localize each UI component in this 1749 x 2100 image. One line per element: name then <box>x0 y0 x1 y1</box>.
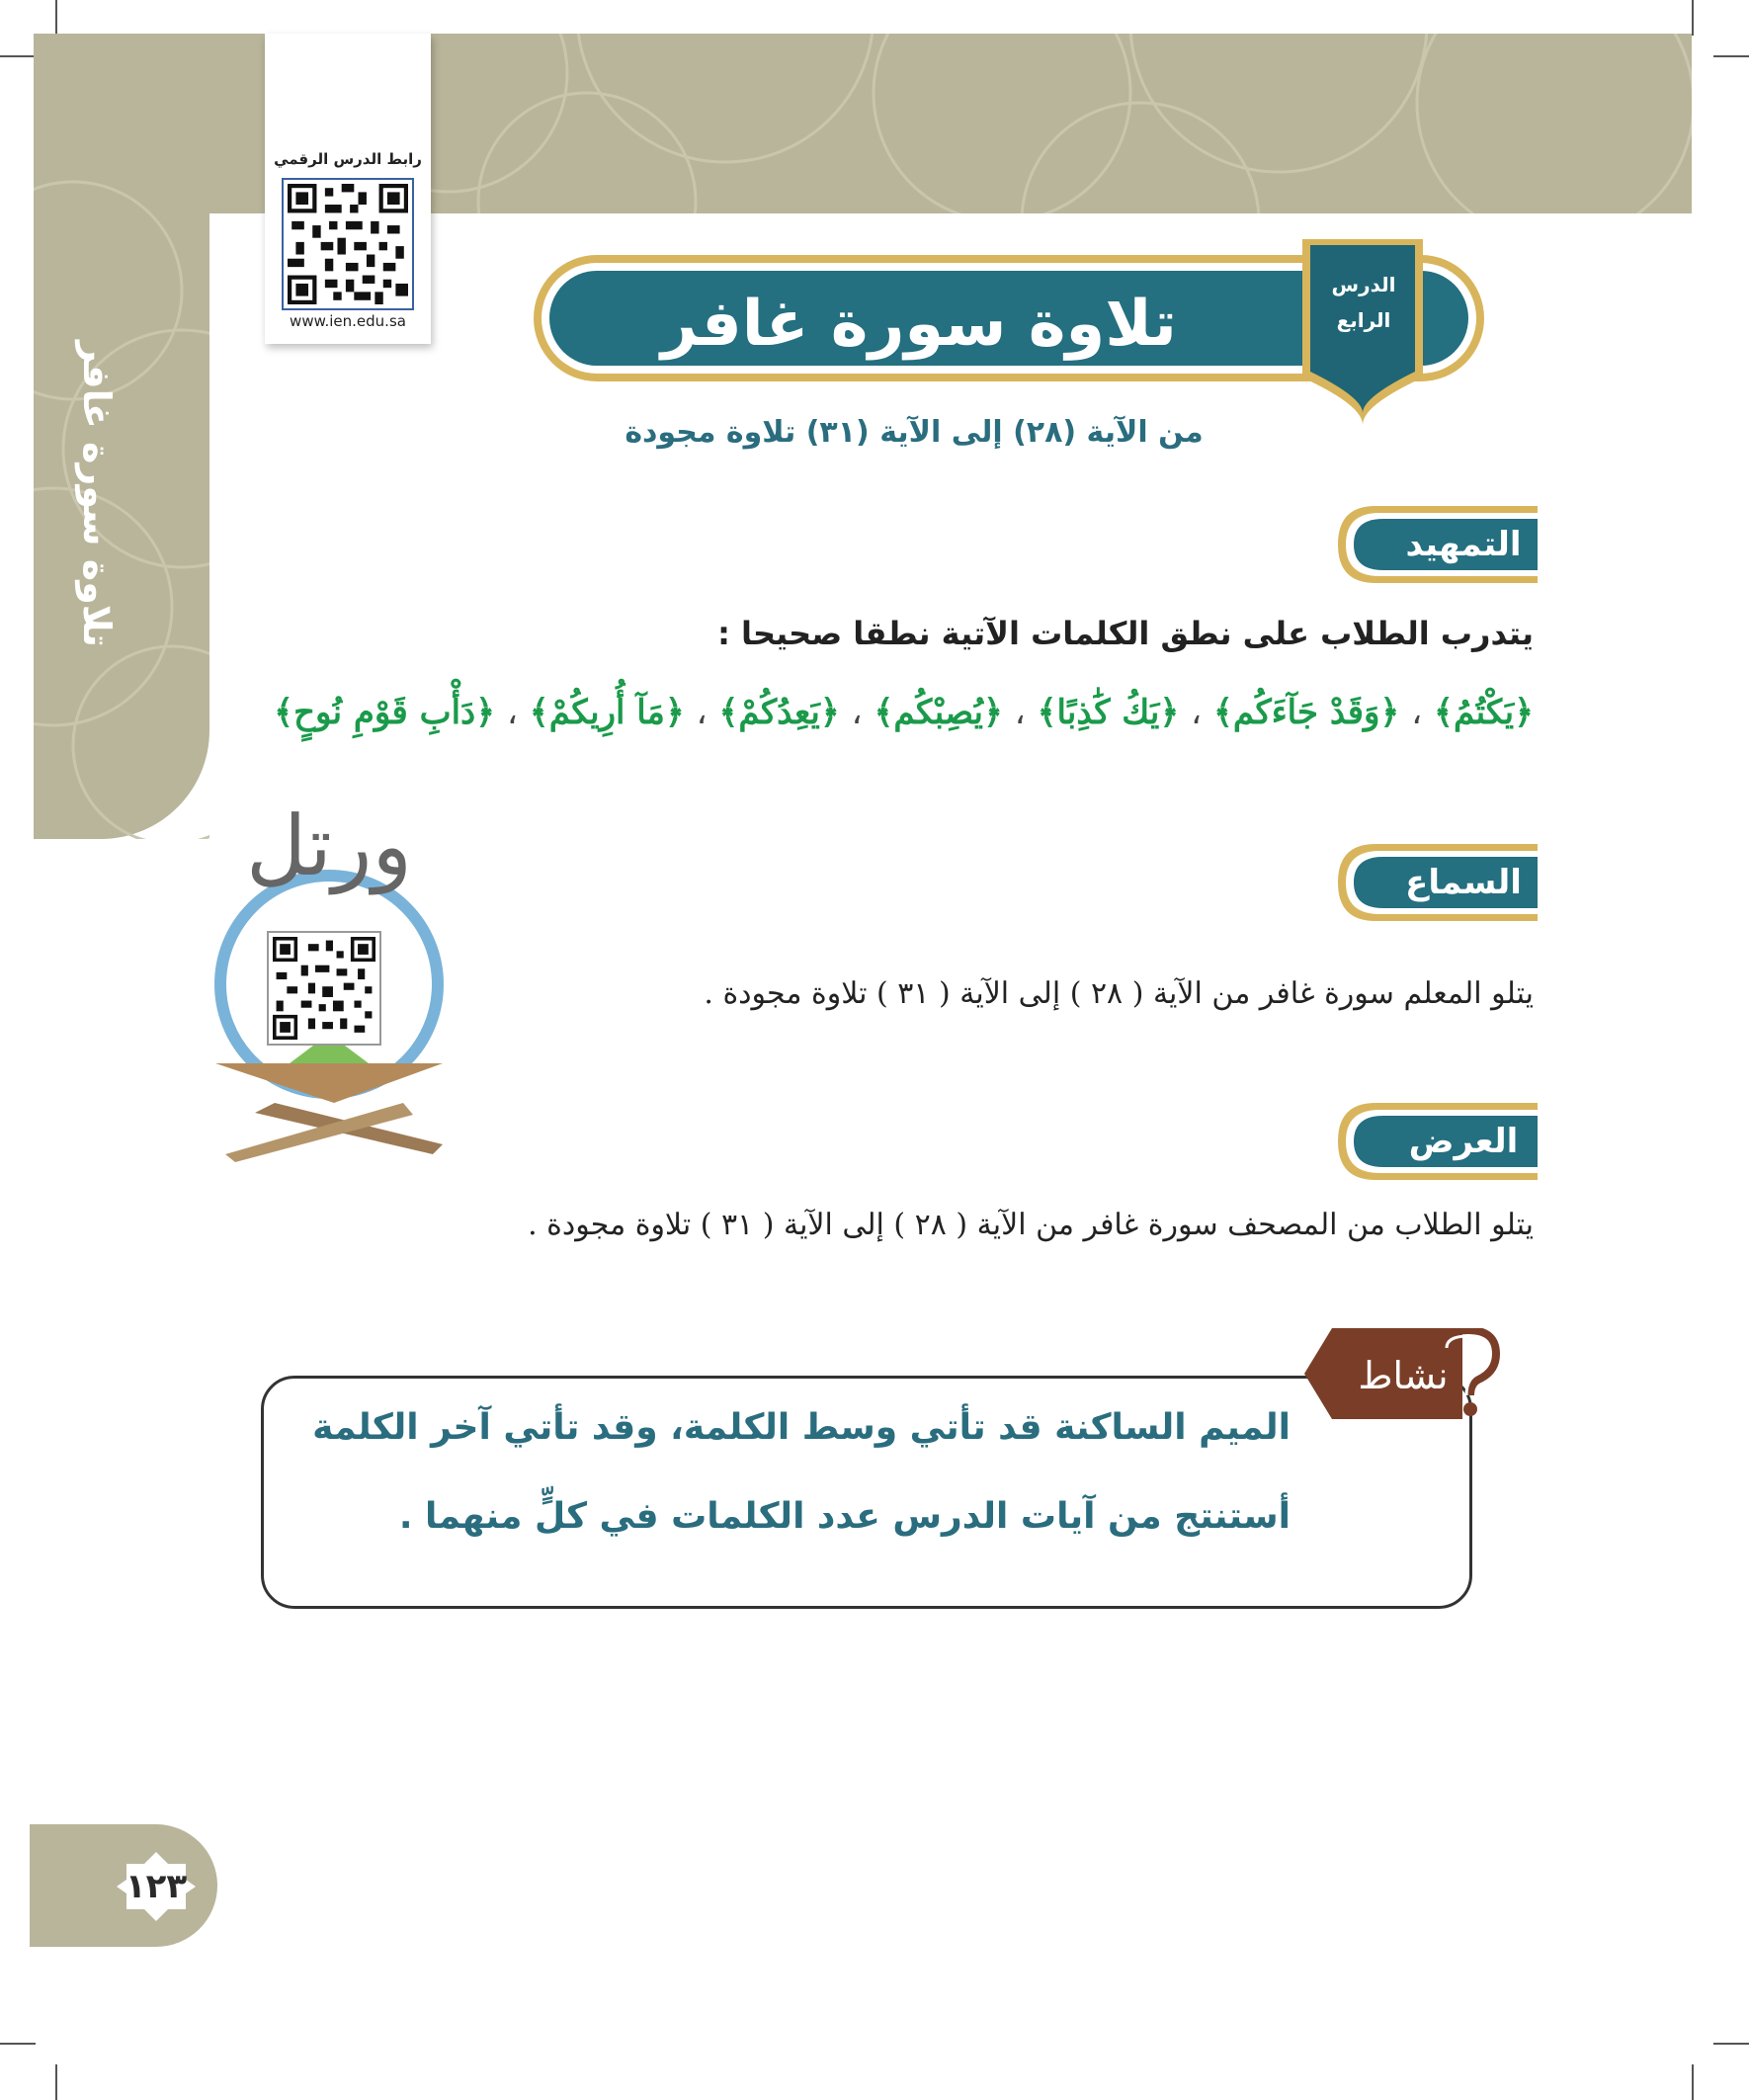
lesson-tag <box>1319 267 1408 338</box>
crop-mark <box>1713 2043 1749 2045</box>
practice-word: ﴿مَآ أُرِيكُمْ﴾ <box>529 693 685 732</box>
word-separator: ، <box>1014 693 1026 732</box>
word-separator: ، <box>1191 693 1203 732</box>
section-label-presentation: العرض <box>1408 1122 1519 1161</box>
practice-word: ﴿يَكْتُمُ﴾ <box>1434 693 1534 732</box>
lesson-subtitle: من الآية (٢٨) إلى الآية (٣١) تلاوة مجودة <box>625 415 1204 450</box>
practice-word: ﴿يَعِدُكُمْ﴾ <box>718 693 840 732</box>
lesson-tag-line1: الدرس <box>1331 273 1396 296</box>
rattil-logo[interactable] <box>196 787 462 1162</box>
side-title: تلاوة سورة غافر <box>75 341 119 647</box>
activity-label: نشاط <box>1358 1354 1449 1397</box>
section-label-listening: السماع <box>1405 863 1522 902</box>
qr-url: www.ien.edu.sa <box>290 312 406 330</box>
activity-line-1: الميم الساكنة قد تأتي وسط الكلمة، وقد تأتي آخر الكلمة <box>312 1407 1291 1448</box>
rattil-logo-text: ورتل <box>245 798 413 894</box>
crop-mark <box>1692 2064 1694 2100</box>
lesson-title: تلاوة سورة غافر <box>661 288 1177 361</box>
crop-mark <box>55 2064 57 2100</box>
activity-line-2: أستنتج من آيات الدرس عدد الكلمات في كلٍّ منهما . <box>398 1496 1291 1537</box>
rattil-qr-code <box>267 931 381 1046</box>
lesson-title-banner <box>0 0 1749 455</box>
qr-code-icon <box>273 937 375 1040</box>
word-separator: ، <box>851 693 863 732</box>
lesson-tag-line2: الرابع <box>1336 308 1391 332</box>
listening-text: يتلو المعلم سورة غافر من الآية ( ٢٨ ) إلى الآية ( ٣١ ) تلاوة مجودة . <box>704 976 1534 1011</box>
intro-text: يتدرب الطلاب على نطق الكلمات الآتية نطقا صحيحا : <box>717 615 1534 652</box>
practice-word: ﴿دَأْبِ قَوْمِ نُوحٍ﴾ <box>274 693 496 732</box>
word-separator: ، <box>696 693 708 732</box>
page-number: ١٢٣ <box>125 1867 188 1906</box>
qr-label: رابط الدرس الرقمي <box>274 150 422 168</box>
word-separator: ، <box>506 693 518 732</box>
practice-word: ﴿يُصِبْكُم﴾ <box>874 693 1003 732</box>
word-separator: ، <box>1411 693 1423 732</box>
practice-words <box>209 692 1534 732</box>
practice-word: ﴿يَكُ كَٰذِبًا﴾ <box>1037 693 1180 732</box>
crop-mark <box>0 2043 36 2045</box>
section-label-intro: التمهيد <box>1405 525 1522 564</box>
presentation-text: يتلو الطلاب من المصحف سورة غافر من الآية ( ٢٨ ) إلى الآية ( ٣١ ) تلاوة مجودة . <box>528 1208 1534 1242</box>
practice-word: ﴿وَقَدْ جَآءَكُم﴾ <box>1212 693 1400 732</box>
